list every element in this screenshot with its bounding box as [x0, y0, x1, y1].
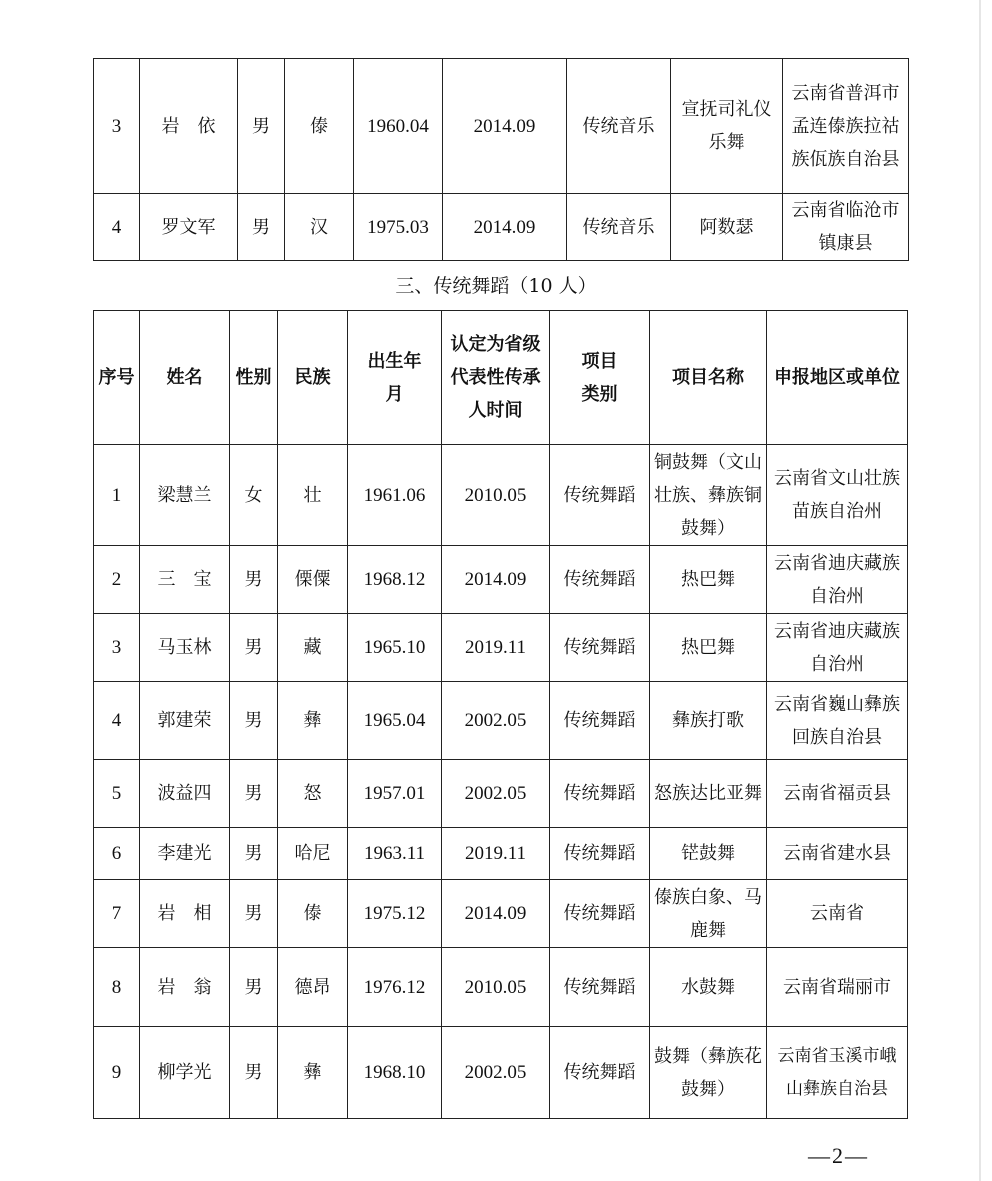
gender-cell: 男 [238, 194, 285, 261]
gender-cell: 男 [238, 59, 285, 194]
region-cell: 云南省瑞丽市 [767, 948, 908, 1027]
header-birth: 出生年月 [348, 311, 442, 445]
seq-cell: 2 [94, 546, 140, 614]
gender-cell: 男 [230, 760, 278, 828]
page-edge-divider [979, 0, 981, 1181]
table-row [94, 760, 908, 828]
birth-cell: 1960.04 [354, 59, 443, 194]
name-cell: 岩 相 [140, 880, 230, 948]
table-row [94, 59, 909, 194]
gender-cell: 男 [230, 880, 278, 948]
seq-cell: 5 [94, 760, 140, 828]
region-cell: 云南省建水县 [767, 828, 908, 880]
project-cell: 铓鼓舞 [650, 828, 767, 880]
category-cell: 传统舞蹈 [550, 546, 650, 614]
name-cell: 三 宝 [140, 546, 230, 614]
category-cell: 传统舞蹈 [550, 828, 650, 880]
certified-cell: 2010.05 [442, 948, 550, 1027]
name-cell: 梁慧兰 [140, 445, 230, 546]
birth-cell: 1968.10 [348, 1027, 442, 1119]
birth-cell: 1965.10 [348, 614, 442, 682]
region-cell: 云南省玉溪市峨山彝族自治县 [767, 1027, 908, 1119]
table-row [94, 828, 908, 880]
certified-cell: 2010.05 [442, 445, 550, 546]
header-category: 项目类别 [550, 311, 650, 445]
seq-cell: 7 [94, 880, 140, 948]
table-row [94, 948, 908, 1027]
project-cell: 水鼓舞 [650, 948, 767, 1027]
header-gender: 性别 [230, 311, 278, 445]
certified-cell: 2002.05 [442, 1027, 550, 1119]
birth-cell: 1976.12 [348, 948, 442, 1027]
gender-cell: 男 [230, 828, 278, 880]
ethnicity-cell: 彝 [278, 682, 348, 760]
region-cell: 云南省临沧市镇康县 [783, 194, 909, 261]
certified-cell: 2002.05 [442, 760, 550, 828]
birth-cell: 1975.12 [348, 880, 442, 948]
gender-cell: 男 [230, 546, 278, 614]
project-cell: 傣族白象、马鹿舞 [650, 880, 767, 948]
region-cell: 云南省迪庆藏族自治州 [767, 546, 908, 614]
header-project: 项目名称 [650, 311, 767, 445]
table-row [94, 546, 908, 614]
certified-cell: 2002.05 [442, 682, 550, 760]
gender-cell: 男 [230, 682, 278, 760]
region-cell: 云南省福贡县 [767, 760, 908, 828]
header-ethnicity: 民族 [278, 311, 348, 445]
name-cell: 柳学光 [140, 1027, 230, 1119]
birth-cell: 1968.12 [348, 546, 442, 614]
header-region: 申报地区或单位 [767, 311, 908, 445]
name-cell: 岩 翁 [140, 948, 230, 1027]
name-cell: 郭建荣 [140, 682, 230, 760]
dance-inheritors-table [93, 310, 908, 1119]
category-cell: 传统舞蹈 [550, 682, 650, 760]
project-cell: 铜鼓舞（文山壮族、彝族铜鼓舞） [650, 445, 767, 546]
ethnicity-cell: 藏 [278, 614, 348, 682]
region-cell: 云南省巍山彝族回族自治县 [767, 682, 908, 760]
project-cell: 热巴舞 [650, 614, 767, 682]
header-row [94, 311, 908, 445]
birth-cell: 1963.11 [348, 828, 442, 880]
certified-cell: 2014.09 [443, 194, 567, 261]
category-cell: 传统舞蹈 [550, 760, 650, 828]
ethnicity-cell: 哈尼 [278, 828, 348, 880]
category-cell: 传统舞蹈 [550, 880, 650, 948]
category-cell: 传统音乐 [567, 59, 671, 194]
project-cell: 彝族打歌 [650, 682, 767, 760]
category-cell: 传统舞蹈 [550, 1027, 650, 1119]
region-cell: 云南省普洱市孟连傣族拉祜族佤族自治县 [783, 59, 909, 194]
name-cell: 李建光 [140, 828, 230, 880]
gender-cell: 女 [230, 445, 278, 546]
ethnicity-cell: 彝 [278, 1027, 348, 1119]
project-cell: 热巴舞 [650, 546, 767, 614]
name-cell: 马玉林 [140, 614, 230, 682]
certified-cell: 2014.09 [442, 880, 550, 948]
ethnicity-cell: 壮 [278, 445, 348, 546]
ethnicity-cell: 怒 [278, 760, 348, 828]
header-seq: 序号 [94, 311, 140, 445]
name-cell: 岩 依 [140, 59, 238, 194]
table-row [94, 194, 909, 261]
seq-cell: 1 [94, 445, 140, 546]
seq-cell: 4 [94, 682, 140, 760]
certified-cell: 2019.11 [442, 614, 550, 682]
seq-cell: 4 [94, 194, 140, 261]
region-cell: 云南省文山壮族苗族自治州 [767, 445, 908, 546]
category-cell: 传统舞蹈 [550, 614, 650, 682]
certified-cell: 2014.09 [443, 59, 567, 194]
seq-cell: 6 [94, 828, 140, 880]
ethnicity-cell: 傈僳 [278, 546, 348, 614]
name-cell: 罗文军 [140, 194, 238, 261]
certified-cell: 2019.11 [442, 828, 550, 880]
ethnicity-cell: 德昂 [278, 948, 348, 1027]
project-cell: 怒族达比亚舞 [650, 760, 767, 828]
header-certified: 认定为省级代表性传承人时间 [442, 311, 550, 445]
gender-cell: 男 [230, 1027, 278, 1119]
category-cell: 传统舞蹈 [550, 445, 650, 546]
music-inheritors-table [93, 58, 909, 261]
project-cell: 阿数瑟 [671, 194, 783, 261]
birth-cell: 1961.06 [348, 445, 442, 546]
table-row [94, 445, 908, 546]
ethnicity-cell: 傣 [285, 59, 354, 194]
ethnicity-cell: 傣 [278, 880, 348, 948]
birth-cell: 1975.03 [354, 194, 443, 261]
seq-cell: 9 [94, 1027, 140, 1119]
category-cell: 传统音乐 [567, 194, 671, 261]
region-cell: 云南省 [767, 880, 908, 948]
birth-cell: 1957.01 [348, 760, 442, 828]
project-cell: 鼓舞（彝族花鼓舞） [650, 1027, 767, 1119]
table-row [94, 614, 908, 682]
seq-cell: 8 [94, 948, 140, 1027]
ethnicity-cell: 汉 [285, 194, 354, 261]
page-number: —2— [808, 1143, 869, 1168]
seq-cell: 3 [94, 614, 140, 682]
table-row [94, 682, 908, 760]
table-row [94, 880, 908, 948]
birth-cell: 1965.04 [348, 682, 442, 760]
category-cell: 传统舞蹈 [550, 948, 650, 1027]
section-title: 三、传统舞蹈（10 人） [395, 275, 597, 297]
table-row [94, 1027, 908, 1119]
certified-cell: 2014.09 [442, 546, 550, 614]
region-cell: 云南省迪庆藏族自治州 [767, 614, 908, 682]
seq-cell: 3 [94, 59, 140, 194]
gender-cell: 男 [230, 948, 278, 1027]
gender-cell: 男 [230, 614, 278, 682]
name-cell: 波益四 [140, 760, 230, 828]
header-name: 姓名 [140, 311, 230, 445]
project-cell: 宣抚司礼仪乐舞 [671, 59, 783, 194]
